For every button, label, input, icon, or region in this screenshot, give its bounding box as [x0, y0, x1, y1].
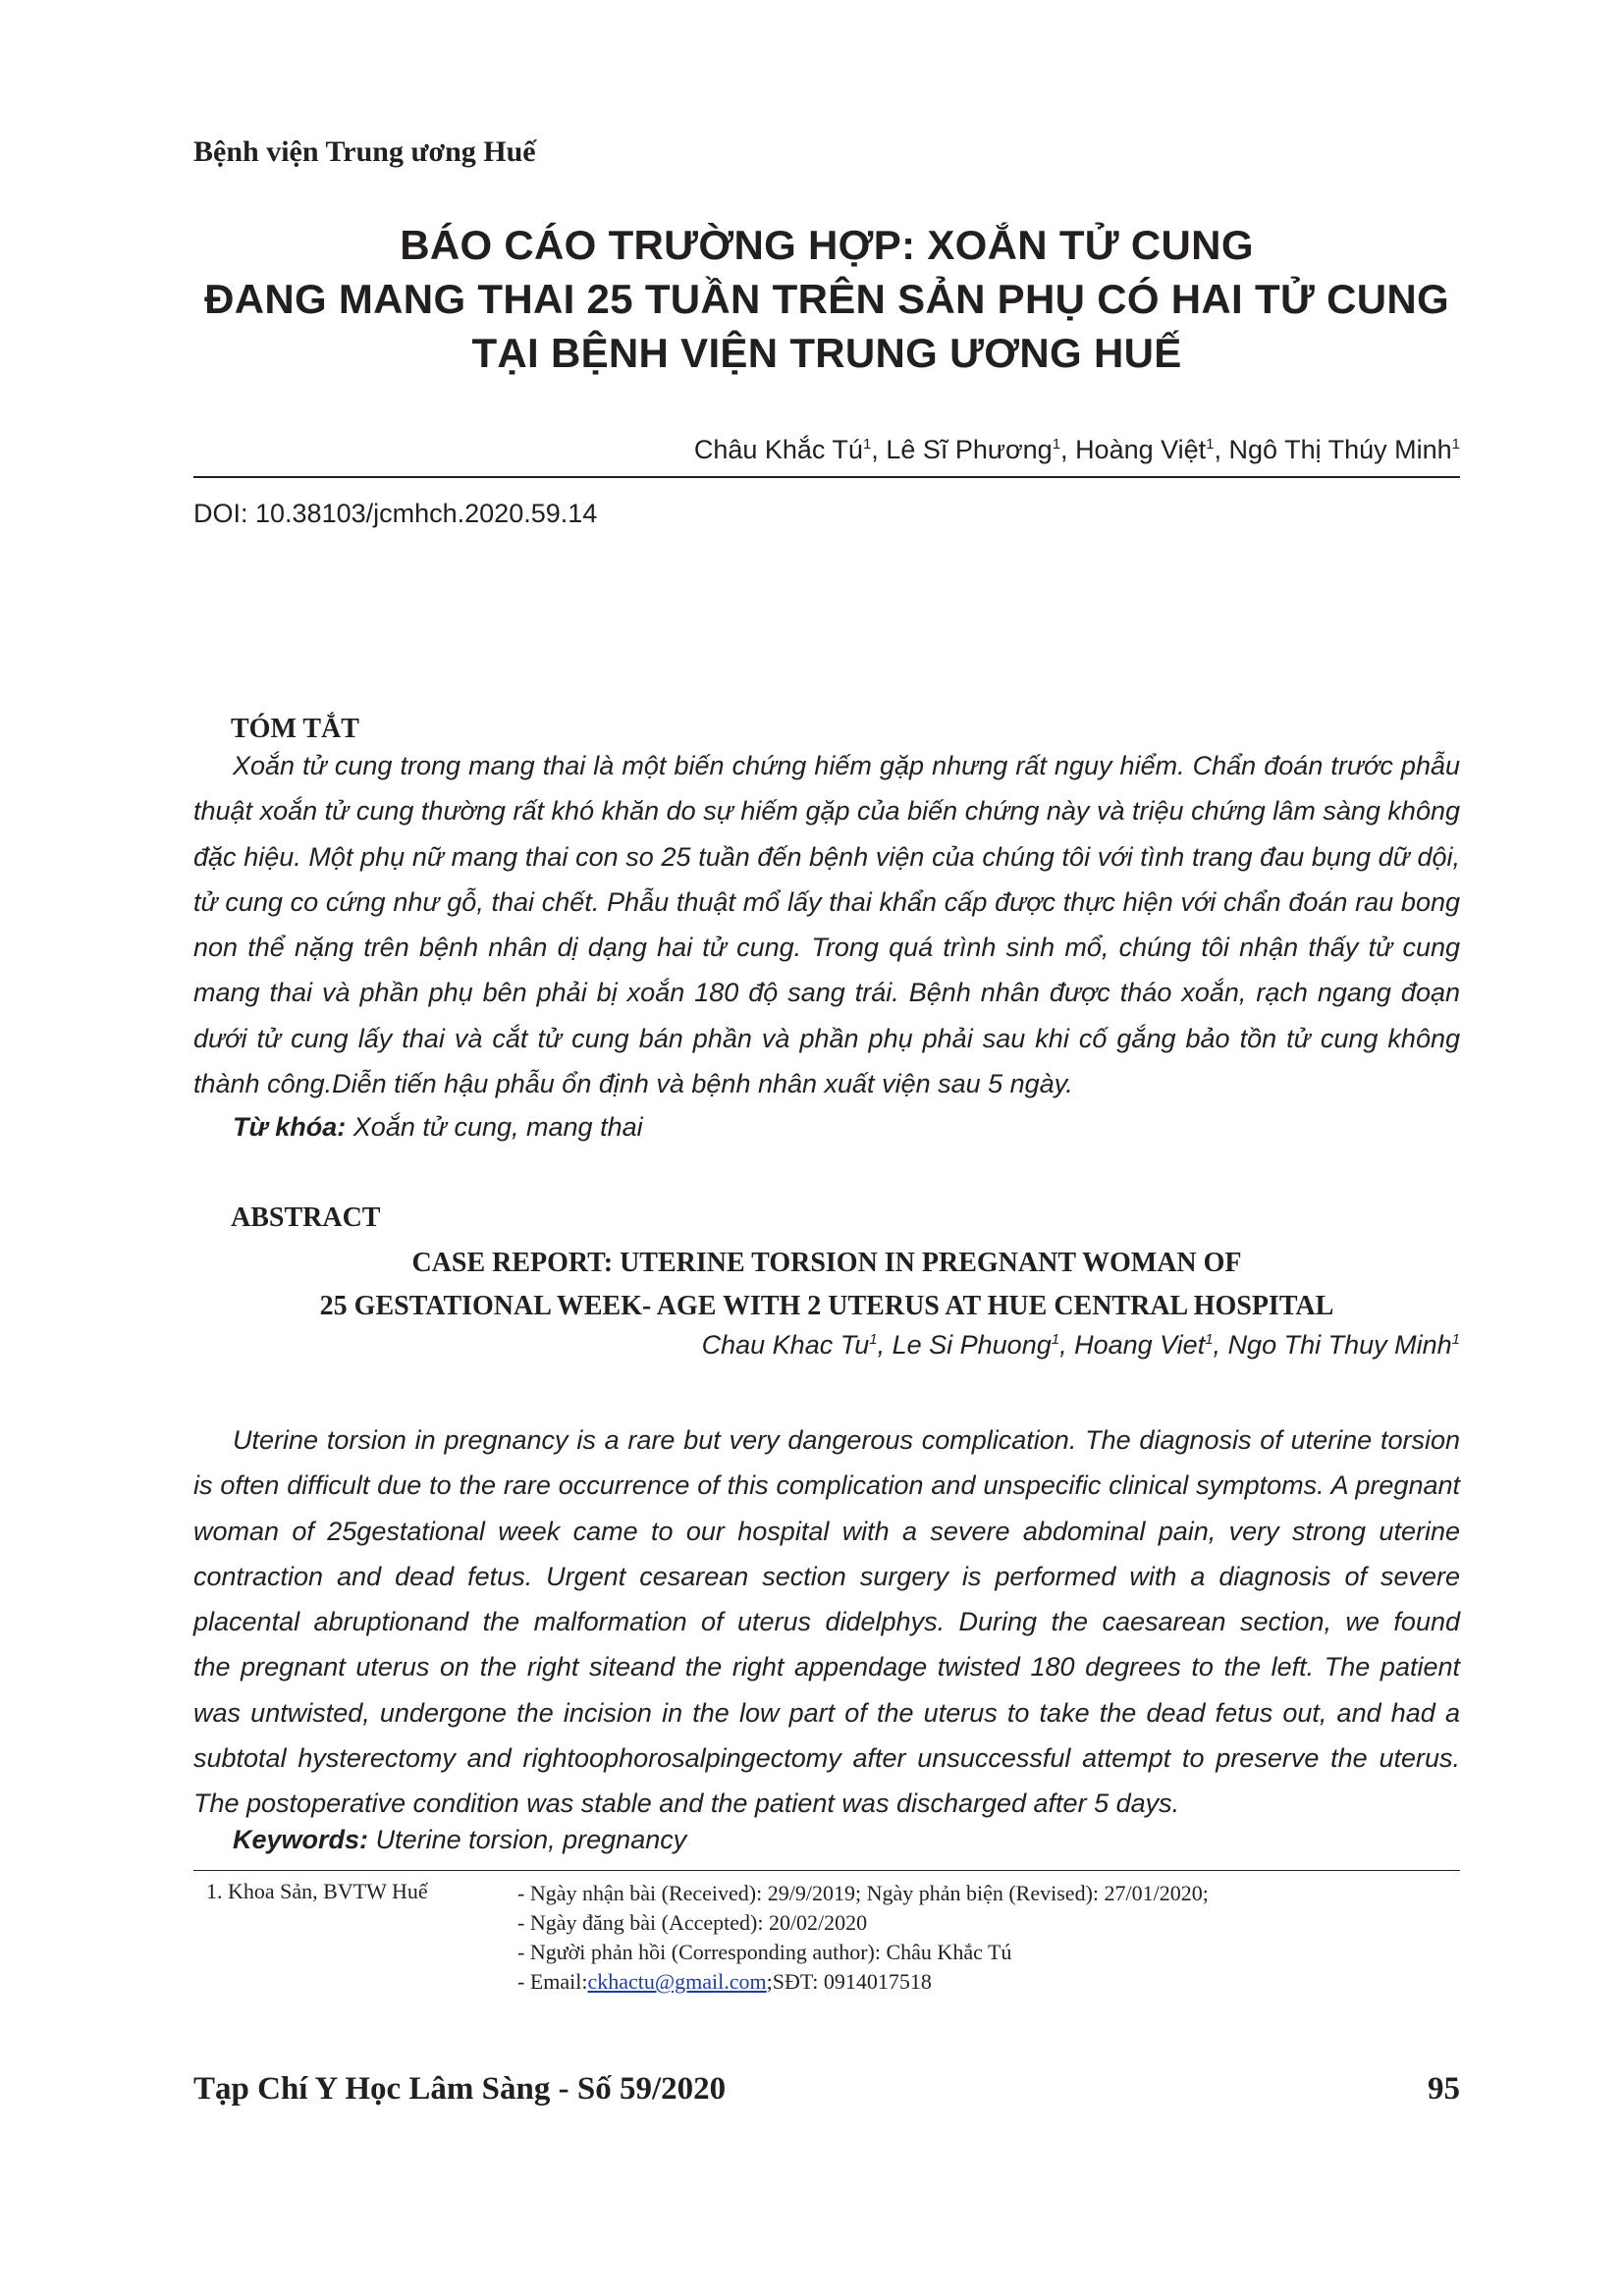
header-divider: [193, 476, 1460, 478]
abstract-vi-line: đặc hiệu. Một phụ nữ mang thai con so 25 tuần đến bệnh viện của chúng tôi với tình trang đau bụng dữ dội,: [193, 841, 1460, 872]
author-separator: ,: [1060, 435, 1076, 464]
footnote-received: - Ngày nhận bài (Received): 29/9/2019; Ngày phản biện (Revised): 27/01/2020;: [517, 1881, 1209, 1905]
abstract-vi-line: dưới tử cung lấy thai và cắt tử cung bán phần và phần phụ phải sau khi cố gắng bảo tồn tử cung không: [193, 1023, 1460, 1053]
footnote-dates: [517, 1879, 1209, 1997]
abstract-en-line: The postoperative condition was stable and the patient was discharged after 5 days.: [193, 1789, 1180, 1819]
author-name: Ngo Thi Thuy Minh: [1227, 1330, 1452, 1360]
abstract-vi-line: mang thai và phần phụ bên phải bị xoắn 180 độ sang trái. Bệnh nhân được tháo xoắn, rạch ngang đoạn: [193, 978, 1460, 1008]
phone-text: ;SĐT: 0914017518: [766, 1969, 932, 1994]
title-en-line: CASE REPORT: UTERINE TORSION IN PREGNANT WOMAN OF: [411, 1248, 1242, 1278]
footnote-affiliation: 1. Khoa Sản, BVTW Huế: [206, 1879, 428, 1903]
abstract-vi-line: Xoắn tử cung trong mang thai là một biến chứng hiếm gặp nhưng rất nguy hiểm. Chẩn đoán trước phẫu: [233, 751, 1460, 780]
running-header: Bệnh viện Trung ương Huế: [193, 135, 536, 168]
keywords-vi: [233, 1112, 643, 1143]
abstract-vi-heading: TÓM TẮT: [231, 714, 359, 744]
author-separator: ,: [877, 1330, 893, 1360]
author-name: Lê Sĩ Phương: [886, 435, 1053, 464]
author-name: Hoàng Việt: [1075, 435, 1207, 464]
abstract-en-line: placental abruptionand the malformation of uterus didelphys. During the caesarean section, we found: [193, 1607, 1460, 1637]
author-affiliation-mark: 1: [1451, 436, 1460, 453]
author-separator: ,: [1059, 1330, 1075, 1360]
keywords-en-text: Uterine torsion, pregnancy: [375, 1825, 687, 1854]
abstract-en-line: the pregnant uterus on the right siteand the right appendage twisted 180 degrees to the left. The patient: [193, 1652, 1460, 1682]
author-affiliation-mark: 1: [1051, 1331, 1060, 1348]
keywords-vi-label: Từ khóa:: [233, 1112, 347, 1142]
article-title-en: [193, 1242, 1460, 1328]
author-affiliation-mark: 1: [1206, 436, 1215, 453]
abstract-vi-line: thuật xoắn tử cung thường rất khó khăn do sự hiếm gặp của biến chứng này và triệu chứng lâm sàng không: [193, 796, 1460, 827]
abstract-en-line: subtotal hysterectomy and rightoophorosalpingectomy after unsuccessful attempt to preserve the uterus.: [193, 1743, 1460, 1774]
journal-footer: Tạp Chí Y Học Lâm Sàng - Số 59/2020: [193, 2071, 727, 2107]
title-line: BÁO CÁO TRƯỜNG HỢP: XOẮN TỬ CUNG: [400, 222, 1254, 268]
abstract-en-line: Uterine torsion in pregnancy is a rare but very dangerous complication. The diagnosis of uterine torsion: [233, 1425, 1460, 1455]
abstract-vi-body: [193, 743, 1460, 1106]
title-en-line: 25 GESTATIONAL WEEK- AGE WITH 2 UTERUS AT HUE CENTRAL HOSPITAL: [319, 1291, 1334, 1321]
author-separator: ,: [1214, 435, 1229, 464]
author-affiliation-mark: 1: [1205, 1331, 1214, 1348]
abstract-en-line: woman of 25gestational week came to our hospital with a severe abdominal pain, very strong uterine: [193, 1516, 1460, 1546]
author-affiliation-mark: 1: [1052, 436, 1061, 453]
footnote-divider: [193, 1870, 1460, 1871]
keywords-en: [233, 1825, 686, 1855]
author-separator: ,: [871, 435, 887, 464]
author-affiliation-mark: 1: [1451, 1331, 1460, 1348]
author-separator: ,: [1213, 1330, 1228, 1360]
footnote-accepted: - Ngày đăng bài (Accepted): 20/02/2020: [517, 1910, 868, 1935]
author-name: Chau Khac Tu: [701, 1330, 870, 1360]
abstract-vi-line: non thể nặng trên bệnh nhân dị dạng hai tử cung. Trong quá trình sinh mổ, chúng tôi nhận thấy tử cung: [193, 933, 1460, 963]
footnote-corresponding: - Người phản hồi (Corresponding author): Châu Khắc Tú: [517, 1940, 1012, 1964]
author-list-en: [702, 1330, 1460, 1361]
article-title: [193, 218, 1460, 380]
title-line: TẠI BỆNH VIỆN TRUNG ƯƠNG HUẾ: [471, 330, 1182, 376]
author-list: [694, 435, 1460, 465]
author-name: Ngô Thị Thúy Minh: [1228, 435, 1452, 464]
abstract-en-line: contraction and dead fetus. Urgent cesarean section surgery is performed with a diagnosis of severe: [193, 1561, 1460, 1591]
footnote-contact: [517, 1967, 1209, 1997]
keywords-vi-text: Xoắn tử cung, mang thai: [352, 1112, 643, 1142]
doi[interactable]: DOI: 10.38103/jcmhch.2020.59.14: [193, 499, 598, 528]
abstract-vi-line: tử cung co cứng như gỗ, thai chết. Phẫu thuật mổ lấy thai khẩn cấp được thực hiện với chẩn đoán rau bong: [193, 886, 1460, 917]
page-number: 95: [1428, 2071, 1460, 2107]
email-label: - Email:: [517, 1969, 588, 1994]
title-line: ĐANG MANG THAI 25 TUẦN TRÊN SẢN PHỤ CÓ HAI TỬ CUNG: [204, 276, 1449, 322]
keywords-en-label: Keywords:: [233, 1825, 369, 1854]
abstract-en-body: [193, 1417, 1460, 1827]
abstract-en-heading: ABSTRACT: [231, 1202, 381, 1233]
author-name: Hoang Viet: [1074, 1330, 1206, 1360]
email-link[interactable]: ckhactu@gmail.com: [587, 1969, 767, 1994]
abstract-vi-line: thành công.Diễn tiến hậu phẫu ổn định và bệnh nhân xuất viện sau 5 ngày.: [193, 1069, 1073, 1099]
author-affiliation-mark: 1: [862, 436, 872, 453]
author-name: Châu Khắc Tú: [693, 435, 863, 464]
author-name: Le Si Phuong: [892, 1330, 1052, 1360]
abstract-en-line: was untwisted, undergone the incision in the low part of the uterus to take the dead fetus out, and had a: [193, 1697, 1460, 1728]
abstract-en-line: is often difficult due to the rare occurrence of this complication and unspecific clinical symptoms. A pregnant: [193, 1470, 1460, 1501]
author-affiliation-mark: 1: [869, 1331, 878, 1348]
